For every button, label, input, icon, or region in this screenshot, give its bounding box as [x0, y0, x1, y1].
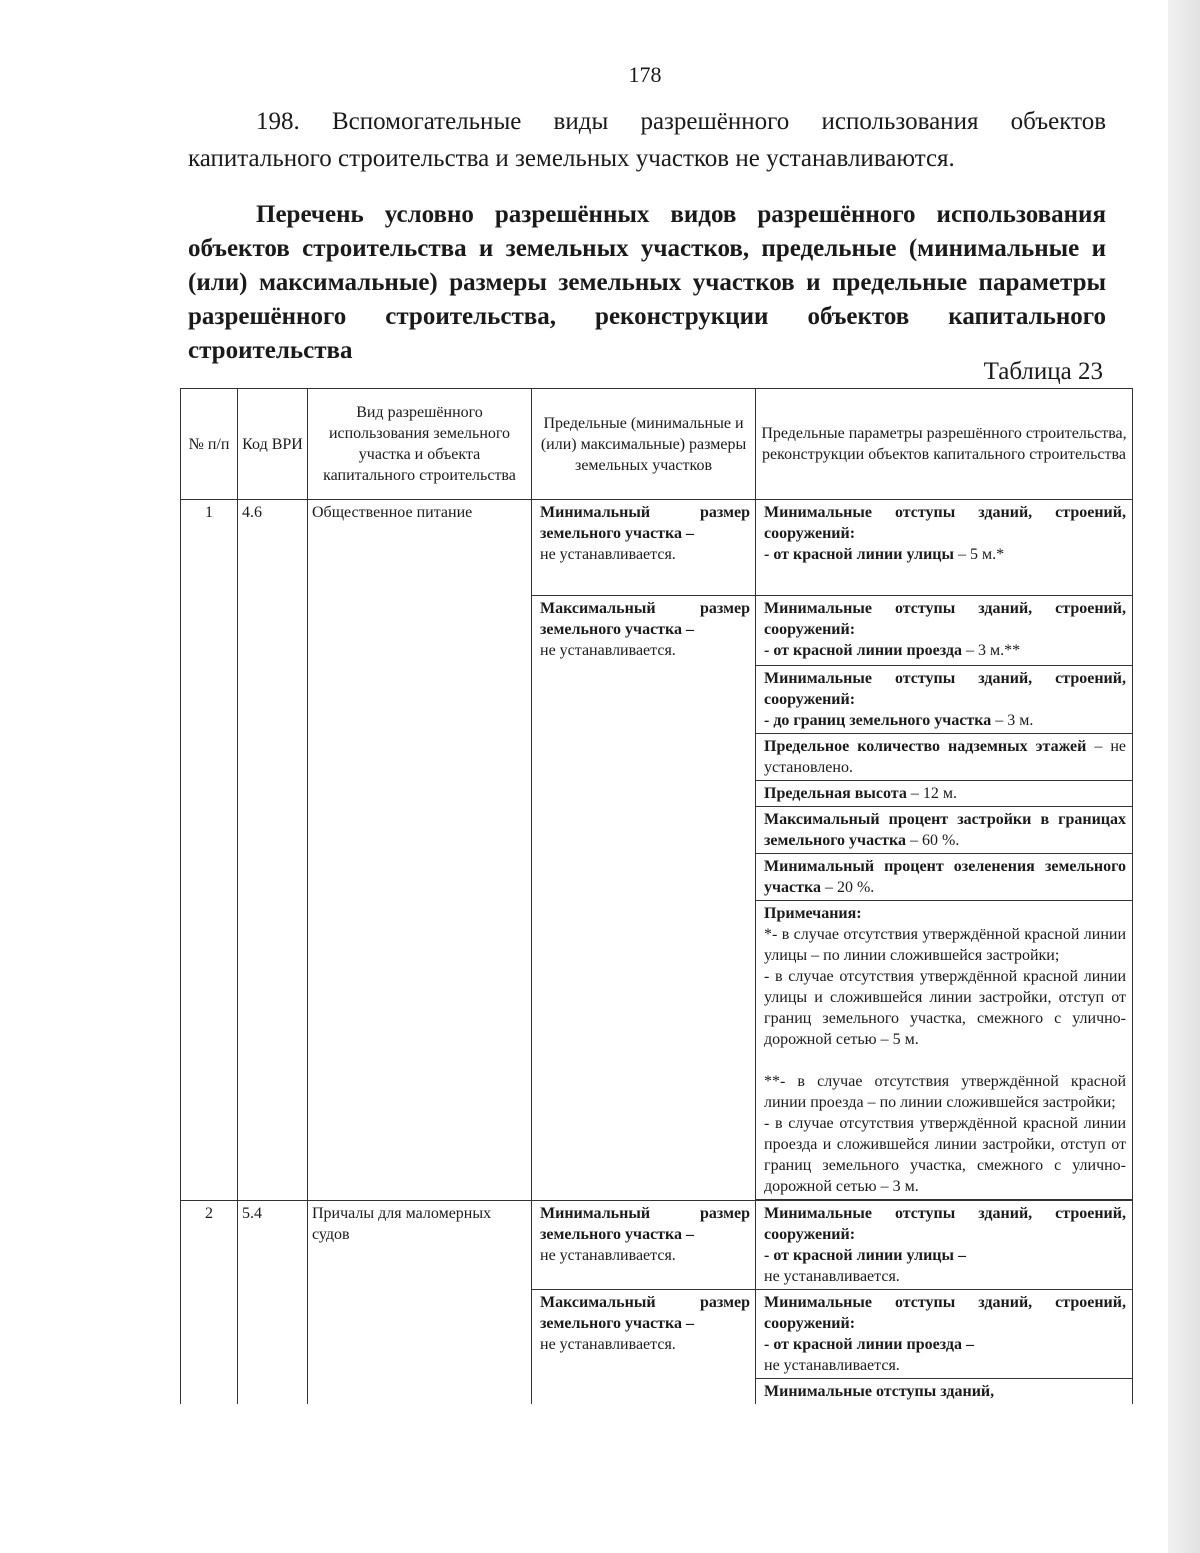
param-item: - от красной линии улицы –	[764, 1247, 966, 1264]
row-kind: Причалы для маломерных судов	[308, 1201, 532, 1405]
param-value: – 3 м.	[991, 712, 1034, 729]
param-item: - от красной линии проезда	[764, 642, 962, 659]
param-label: Минимальные отступы зданий, строений, сооружений:	[764, 600, 1126, 638]
max-size-cell	[532, 1290, 756, 1405]
max-size-cell	[532, 596, 756, 1201]
param-label: Минимальные отступы зданий, строений, сооружений:	[764, 504, 1126, 542]
param-label: Предельное количество надземных этажей	[764, 738, 1087, 755]
min-size-value: не устанавливается.	[540, 546, 676, 563]
param-cell	[756, 1379, 1133, 1405]
page-edge-shadow	[1168, 0, 1200, 1553]
param-label: Минимальные отступы зданий, строений, сооружений:	[764, 1294, 1126, 1332]
param-label: Максимальный процент застройки в границах земельного участка	[764, 811, 1126, 849]
param-cell	[756, 1290, 1133, 1379]
notes-title: Примечания:	[764, 905, 862, 922]
notes-cell	[756, 901, 1133, 1200]
row-num: 2	[181, 1201, 238, 1405]
header-params: Предельные параметры разрешённого строительства, реконструкции объектов капитального строительства	[756, 389, 1133, 500]
min-size-label: Минимальный размер земельного участка –	[540, 504, 750, 542]
param-label: Предельная высота	[764, 785, 907, 802]
row-kind: Общественное питание	[308, 500, 532, 1201]
table-caption: Таблица 23	[983, 358, 1103, 385]
min-size-label: Минимальный размер земельного участка –	[540, 1205, 750, 1243]
param-item: - до границ земельного участка	[764, 712, 992, 729]
param-cell	[756, 807, 1133, 854]
min-size-cell	[532, 1201, 756, 1290]
note-text: - в случае отсутствия утверждённой красной линии проезда и сложившейся линии застройки, отступ от границ земельного участка, смежного с улично-дорожной сетью – 3 м.	[764, 1115, 1126, 1195]
intro-paragraph: 198. Вспомогательные виды разрешённого использования объектов капитального строительства и земельных участков не устанавливаются.	[188, 108, 1106, 172]
param-item: - от красной линии проезда –	[764, 1336, 974, 1353]
max-size-label: Максимальный размер земельного участка –	[540, 1294, 750, 1332]
param-value: не устанавливается.	[764, 1357, 900, 1374]
param-cell	[756, 734, 1133, 781]
section-heading: Перечень условно разрешённых видов разрешённого использования объектов строительства и земельных участков, предельные (минимальные и (или) максимальные) размеры земельных участков и предельные параметры разрешённого строительства, реконструкции объектов капитального строительства	[188, 201, 1106, 364]
param-label: Минимальные отступы зданий, строений, сооружений:	[764, 670, 1126, 708]
param-cell	[756, 781, 1133, 807]
row-num: 1	[181, 500, 238, 1201]
max-size-value: не устанавливается.	[540, 642, 676, 659]
param-item: - от красной линии улицы	[764, 546, 954, 563]
table-header-row	[181, 389, 1133, 500]
note-text: *- в случае отсутствия утверждённой красной линии улицы – по линии сложившейся застройки;	[764, 926, 1126, 964]
param-label: Минимальные отступы зданий,	[764, 1383, 995, 1400]
header-code: Код ВРИ	[238, 389, 308, 500]
param-value: – 20 %.	[820, 879, 875, 896]
param-cell	[756, 1201, 1133, 1290]
page-number: 178	[628, 62, 662, 87]
header-num: № п/п	[181, 389, 238, 500]
min-size-cell	[532, 500, 756, 596]
param-value: не устанавливается.	[764, 1268, 900, 1285]
min-size-value: не устанавливается.	[540, 1247, 676, 1264]
header-size: Предельные (минимальные и (или) максимальные) размеры земельных участков	[532, 389, 756, 500]
param-label: Минимальные отступы зданий, строений, сооружений:	[764, 1205, 1126, 1243]
table-row	[181, 500, 1133, 596]
row-code: 5.4	[238, 1201, 308, 1405]
max-size-value: не устанавливается.	[540, 1336, 676, 1353]
param-cell	[756, 854, 1133, 901]
header-kind: Вид разрешённого использования земельного участка и объекта капитального строительства	[308, 389, 532, 500]
note-text: **- в случае отсутствия утверждённой красной линии проезда – по линии сложившейся застройки;	[764, 1073, 1126, 1111]
note-text: - в случае отсутствия утверждённой красной линии улицы и сложившейся линии застройки, отступ от границ земельного участка, смежного с улично-дорожной сетью – 5 м.	[764, 968, 1126, 1048]
table-row	[181, 1201, 1133, 1290]
param-value: – 5 м.*	[954, 546, 1005, 563]
param-cell	[756, 596, 1133, 666]
regulations-table	[180, 388, 1133, 1404]
param-cell	[756, 666, 1133, 734]
param-value: – 60 %.	[906, 832, 960, 849]
param-value: – 12 м.	[906, 785, 957, 802]
param-value: – 3 м.**	[961, 642, 1021, 659]
param-value: – не установлено.	[764, 738, 1126, 776]
max-size-label: Максимальный размер земельного участка –	[540, 600, 750, 638]
row-code: 4.6	[238, 500, 308, 1201]
param-cell	[756, 500, 1133, 596]
param-label: Минимальный процент озеленения земельного участка	[764, 858, 1126, 896]
